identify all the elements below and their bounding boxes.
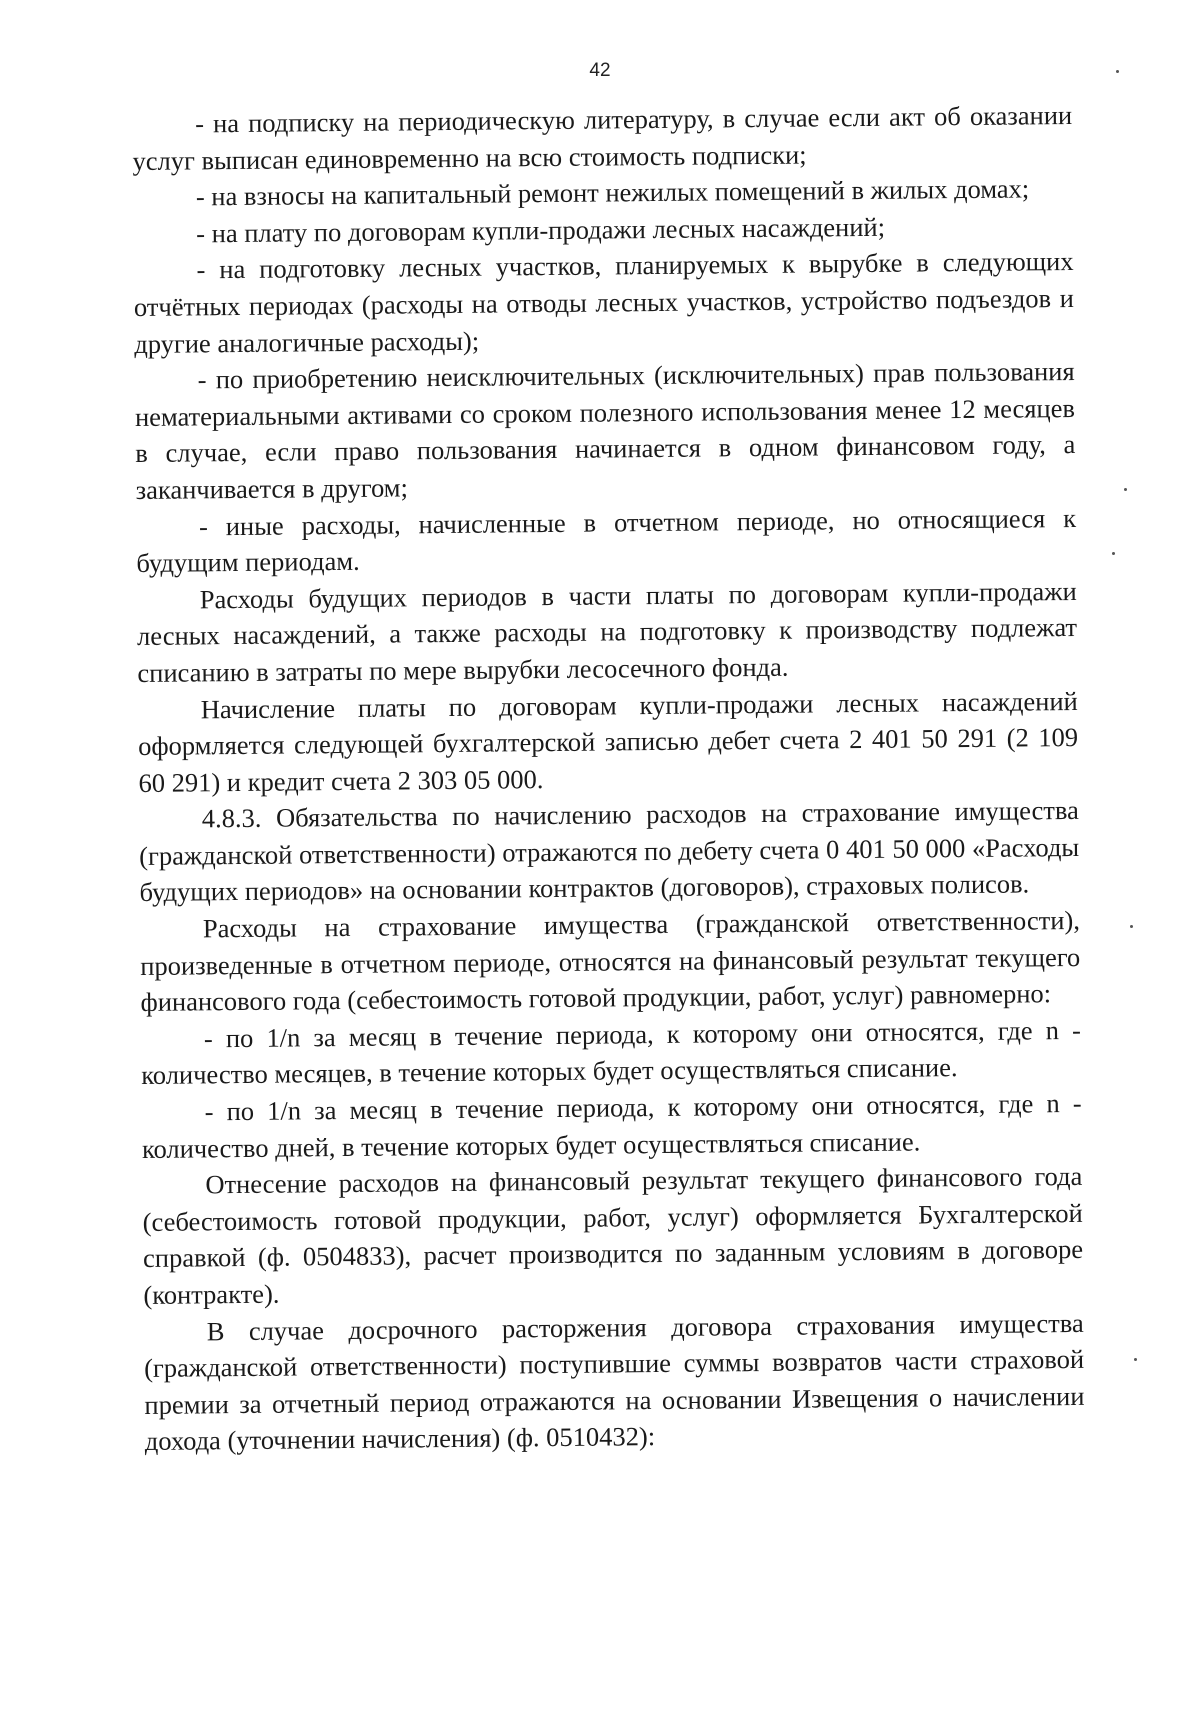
paragraph: В случае досрочного расторжения договора страхования имущества (гражданской ответственности) поступившие суммы возвратов части страховой премии за отчетный период отражаются на основании Извещения о начислении дохода (уточнении начисления) (ф. 0510432): <box>143 1307 1085 1457</box>
list-item: - на плату по договорам купли-продажи лесных насаждений; <box>196 211 886 249</box>
paragraph: Расходы на страхование имущества (гражданской ответственности), произведенные в отчетном периоде, относятся на финансовый результат текущего финансового года (себестоимость готовой продукции, работ, услуг) равномерно: <box>140 905 1081 1018</box>
paragraph: Отнесение расходов на финансовый результат текущего финансового года (себестоимость готовой продукции, работ, услуг) оформляется Бухгалтерской справкой (ф. 0504833), расчет производится по заданным условиям в договоре (контракте). <box>142 1161 1084 1310</box>
document-body <box>132 97 1085 1460</box>
list-item: - по 1/n за месяц в течение периода, к которому они относятся, где n - количество месяцев, в течение которых будет осуществляться списание. <box>141 1014 1082 1091</box>
scan-speck <box>1112 552 1115 555</box>
page-number: 42 <box>589 60 611 81</box>
scan-speck <box>1130 925 1133 928</box>
scan-speck <box>1134 1358 1137 1361</box>
paragraph: Начисление платы по договорам купли-продажи лесных насаждений оформляется следующей бухгалтерской записью дебет счета 2 401 50 291 (2 109 60 291) и кредит счета 2 303 05 000. <box>138 685 1079 798</box>
list-item: - иные расходы, начисленные в отчетном периоде, но относящиеся к будущим периодам. <box>136 502 1077 579</box>
list-item: - на подписку на периодическую литературу, в случае если акт об оказании услуг выписан единовременно на всю стоимость подписки; <box>132 99 1073 176</box>
scan-speck <box>1124 488 1127 491</box>
paragraph: 4.8.3. Обязательства по начислению расходов на страхование имущества (гражданской ответственности) отражаются по дебету счета 0 401 50 000 «Расходы будущих периодов» на основании контрактов (договоров), страховых полисов. <box>139 795 1080 908</box>
list-item: - на взносы на капитальный ремонт нежилых помещений в жилых домах; <box>195 173 1030 212</box>
paragraph: Расходы будущих периодов в части платы по договорам купли-продажи лесных насаждений, а также расходы на подготовку к производству подлежат списанию в затраты по мере вырубки лесосечного фонда. <box>136 575 1078 688</box>
scan-speck <box>1116 70 1119 73</box>
list-item: - по приобретению неисключительных (исключительных) прав пользования нематериальными активами со сроком полезного использования менее 12 месяцев в случае, если право пользования начинается в одном финансовом году, а заканчивается в другом; <box>134 356 1076 505</box>
list-item: - на подготовку лесных участков, планируемых к вырубке в следующих отчётных периодах (расходы на отводы лесных участков, устройство подъездов и другие аналогичные расходы); <box>133 246 1075 359</box>
list-item: - по 1/n за месяц в течение периода, к которому они относятся, где n - количество дней, в течение которых будет осуществляться списание. <box>141 1087 1082 1164</box>
